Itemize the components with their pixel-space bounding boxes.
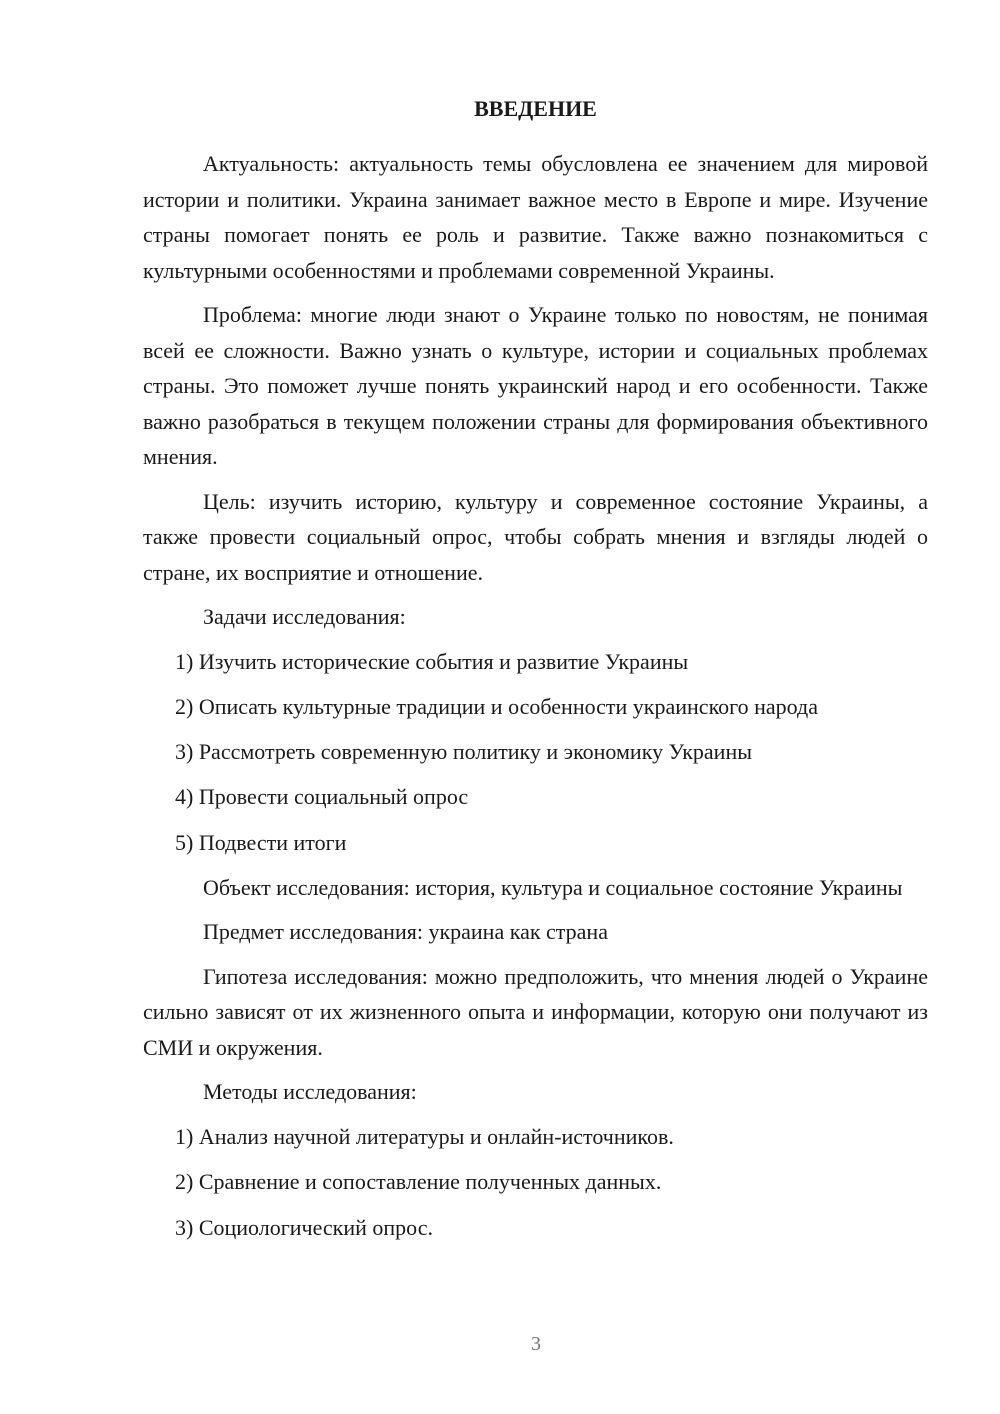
- hypothesis-paragraph: Гипотеза исследования: можно предположить, что мнения людей о Украине сильно зависят от их жизненного опыта и информации, которую они получают из СМИ и окружения.: [143, 963, 928, 1060]
- method-item-1: 1) Анализ научной литературы и онлайн-источников.: [175, 1123, 674, 1149]
- page-number: 3: [531, 1333, 541, 1355]
- task-item-5: 5) Подвести итоги: [175, 829, 347, 855]
- methods-title: Методы исследования:: [203, 1079, 417, 1105]
- task-item-2: 2) Описать культурные традиции и особенности украинского народа: [175, 693, 818, 719]
- subject-paragraph: Предмет исследования: украина как страна: [203, 919, 608, 945]
- task-item-1: 1) Изучить исторические события и развитие Украины: [175, 648, 689, 674]
- relevance-paragraph: Актуальность: актуальность темы обусловлена ее значением для мировой истории и политики. Украина занимает важное место в Европе и мире. Изучение страны помогает понять ее роль и развитие. Также важно познакомиться с культурными особенностями и проблемами современной Украины.: [143, 151, 928, 283]
- method-item-2: 2) Сравнение и сопоставление полученных данных.: [175, 1169, 662, 1195]
- problem-paragraph: Проблема: многие люди знают о Украине только по новостям, не понимая всей ее сложности. Важно узнать о культуре, истории и социальных проблемах страны. Это поможет лучше понять украинский народ и его особенности. Также важно разобраться в текущем положении страны для формирования объективного мнения.: [143, 302, 928, 469]
- method-item-3: 3) Социологический опрос.: [175, 1214, 433, 1240]
- page-title: ВВЕДЕНИЕ: [474, 96, 597, 121]
- page-content: [143, 92, 928, 1255]
- task-item-3: 3) Рассмотреть современную политику и экономику Украины: [175, 739, 753, 765]
- object-paragraph: Объект исследования: история, культура и социальное состояние Украины: [203, 874, 903, 900]
- tasks-title: Задачи исследования:: [203, 604, 406, 629]
- task-item-4: 4) Провести социальный опрос: [175, 784, 469, 810]
- goal-paragraph: Цель: изучить историю, культуру и современное состояние Украины, а также провести социальный опрос, чтобы собрать мнения и взгляды людей о стране, их восприятие и отношение.: [143, 488, 928, 585]
